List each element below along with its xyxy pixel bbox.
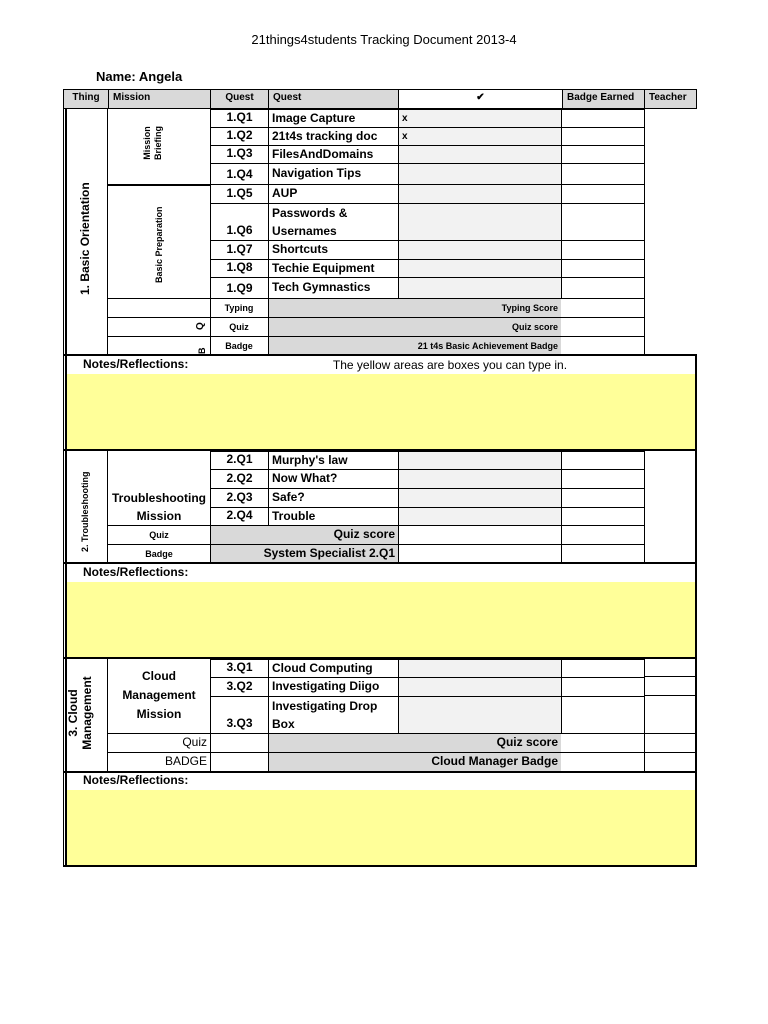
quest-code: 2.Q4: [226, 508, 253, 522]
header-badge-earned: Badge Earned: [562, 89, 644, 109]
badge-earned-input[interactable]: [562, 185, 644, 203]
cloud-mission: Cloud Management Mission: [122, 669, 196, 721]
badge-earned-input[interactable]: [562, 110, 644, 127]
quiz-label-2: Quiz: [149, 530, 169, 540]
badge-label-2: Badge: [145, 549, 173, 559]
badge-label-3: BADGE: [164, 754, 207, 768]
quest-check-input[interactable]: [399, 470, 561, 488]
quest-name: Techie Equipment: [272, 261, 375, 275]
basic-preparation-label: Basic Preparation: [154, 206, 164, 283]
typing-score-input[interactable]: [562, 299, 644, 317]
quest-code: 2.Q2: [226, 471, 253, 485]
badge-earned-input[interactable]: [562, 146, 644, 163]
thing-troubleshooting: 2. Troubleshooting: [80, 471, 90, 552]
quest-name: Murphy's law: [272, 453, 348, 467]
quest-code: 1.Q2: [226, 128, 253, 142]
quest-code: 1.Q9: [226, 281, 253, 295]
quest-check-input[interactable]: [399, 185, 561, 203]
quest-check-input[interactable]: [399, 489, 561, 507]
quest-check-input[interactable]: [399, 452, 561, 469]
thing-basic-orientation: 1. Basic Orientation: [78, 182, 92, 295]
quest-check-input[interactable]: x: [399, 110, 561, 127]
quest-name: Image Capture: [272, 111, 356, 125]
quest-code: 1.Q5: [226, 186, 253, 200]
quest-code: 1.Q7: [226, 242, 253, 256]
header-check: ✔: [398, 89, 562, 109]
header-teacher: Teacher: [644, 89, 697, 109]
quest-name: Now What?: [272, 471, 338, 485]
troubleshooting-mission: Troubleshooting Mission: [112, 491, 206, 523]
notes-box-2[interactable]: [67, 582, 695, 657]
badge-earned-input[interactable]: [562, 241, 644, 259]
notes-label-2: Notes/Reflections:: [83, 565, 189, 579]
quest-code: 3.Q3: [226, 716, 253, 730]
quest-code: 3.Q1: [226, 660, 253, 674]
quest-name: Tech Gymnastics: [272, 280, 371, 294]
quiz-score-input-2[interactable]: [562, 526, 644, 544]
quest-check-input[interactable]: [399, 146, 561, 163]
badge-earned-input[interactable]: [562, 452, 644, 469]
badge-label: Badge: [225, 341, 253, 351]
student-name: Name: Angela: [96, 69, 183, 84]
quest-code: 1.Q8: [226, 260, 253, 274]
badge-earned-input[interactable]: [562, 660, 644, 677]
quest-name: Cloud Computing: [272, 661, 373, 675]
badge-earned-input[interactable]: [562, 508, 644, 525]
badge-earned-input[interactable]: [562, 489, 644, 507]
badge-name-2: System Specialist 2.Q1: [211, 545, 398, 563]
quiz-label-3: Quiz: [182, 735, 207, 749]
quest-name: AUP: [272, 186, 298, 200]
quest-code: 2.Q3: [226, 490, 253, 504]
notes-box-3[interactable]: [67, 790, 695, 865]
yellow-hint: The yellow areas are boxes you can type in.: [332, 358, 568, 372]
quest-check-input[interactable]: [399, 164, 561, 184]
quest-name: 21t4s tracking doc: [272, 129, 378, 143]
quest-name: Trouble: [272, 509, 316, 523]
quest-name: Safe?: [272, 490, 305, 504]
quest-name: Shortcuts: [272, 242, 329, 256]
quest-name: FilesAndDomains: [272, 147, 374, 161]
quest-name: Investigating Diigo: [272, 679, 380, 693]
badge-earned-input[interactable]: [562, 204, 644, 240]
badge-earned-input[interactable]: [562, 164, 644, 184]
typing-label: Typing: [224, 303, 254, 313]
badge-name-3: Cloud Manager Badge: [269, 753, 561, 771]
quiz-score-label-2: Quiz score: [211, 526, 398, 544]
badge-earned-input-3[interactable]: [562, 753, 644, 771]
badge-earned-input-2[interactable]: [562, 545, 644, 563]
quest-check-input[interactable]: [399, 697, 561, 733]
document-title: 21things4students Tracking Document 2013-4: [251, 32, 517, 47]
quiz-fragment: Q: [195, 322, 206, 330]
quest-check-input[interactable]: [399, 508, 561, 525]
quest-check-input[interactable]: x: [399, 128, 561, 145]
badge-earned-input[interactable]: [562, 470, 644, 488]
badge-earned-input[interactable]: [562, 678, 644, 696]
badge-earned-input[interactable]: [562, 278, 644, 298]
badge-name: 21 t4s Basic Achievement Badge: [269, 337, 561, 355]
badge-fragment: B: [197, 347, 207, 354]
header-mission: Mission: [108, 89, 210, 109]
thing-cloud-management: 3. Cloud Management: [66, 676, 94, 750]
quest-code: 1.Q4: [226, 167, 253, 181]
typing-score-label: Typing Score: [269, 299, 561, 317]
header-quest-code: Quest: [210, 89, 268, 109]
quiz-score-input-3[interactable]: [562, 734, 644, 752]
notes-label-1: Notes/Reflections:: [83, 357, 189, 371]
mission-briefing-label: Mission Briefing: [142, 126, 163, 161]
quest-check-input[interactable]: [399, 678, 561, 696]
quest-check-input[interactable]: [399, 278, 561, 298]
header-quest-name: Quest: [268, 89, 398, 109]
quest-name: Navigation Tips: [272, 166, 362, 180]
quest-code: 1.Q3: [226, 146, 253, 160]
quest-check-input[interactable]: [399, 260, 561, 277]
quest-check-input[interactable]: [399, 241, 561, 259]
header-thing: Thing: [63, 89, 108, 109]
notes-label-3: Notes/Reflections:: [83, 773, 189, 787]
quiz-score-input[interactable]: [562, 318, 644, 336]
quiz-score-label: Quiz score: [269, 318, 561, 336]
badge-earned-input[interactable]: [562, 337, 644, 355]
quest-name: Passwords & Usernames: [272, 206, 348, 238]
quest-code: 2.Q1: [226, 452, 253, 466]
quiz-label: Quiz: [229, 322, 249, 332]
quiz-score-label-3: Quiz score: [269, 734, 561, 752]
badge-earned-input[interactable]: [562, 260, 644, 277]
quest-name: Investigating Drop Box: [272, 699, 378, 731]
notes-box-1[interactable]: [67, 374, 695, 449]
badge-earned-input[interactable]: [562, 128, 644, 145]
quest-code: 1.Q1: [226, 110, 253, 124]
quest-check-input[interactable]: [399, 204, 561, 240]
quest-code: 3.Q2: [226, 679, 253, 693]
badge-earned-input[interactable]: [562, 697, 644, 733]
quest-check-input[interactable]: [399, 660, 561, 677]
quest-code: 1.Q6: [226, 223, 253, 237]
